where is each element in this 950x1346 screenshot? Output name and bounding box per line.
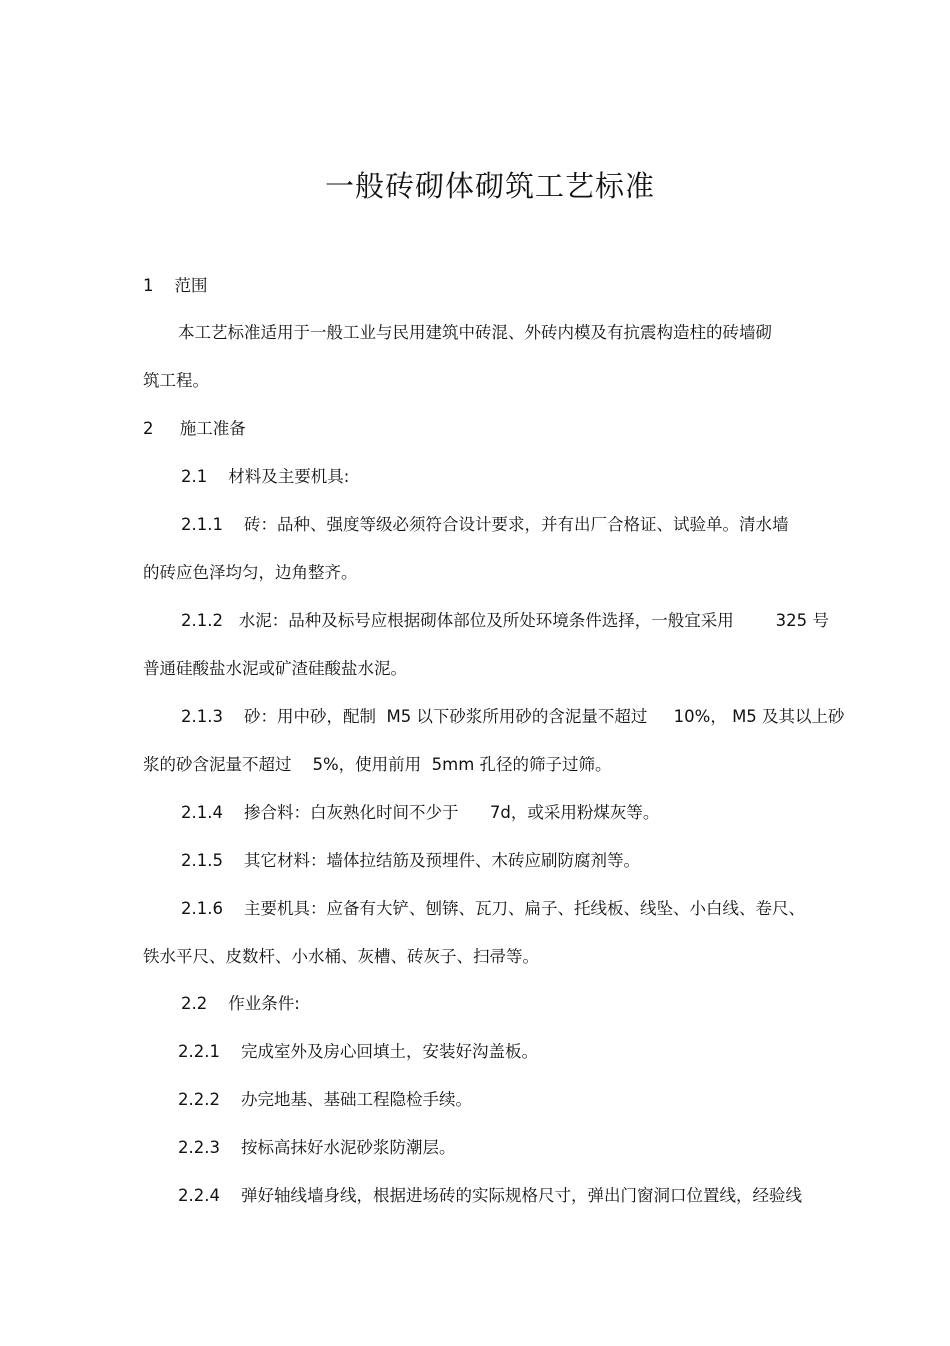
paragraph-line: 2.2.3 按标高抹好水泥砂浆防潮层。 [178,1138,456,1157]
section-heading-preparation: 2 施工准备 [143,419,246,438]
paragraph-line: 2.1.6 主要机具：应备有大铲、刨锛、瓦刀、扁子、托线板、线坠、小白线、卷尺、 [181,899,805,918]
document-title: 一般砖砌体砌筑工艺标准 [324,169,655,203]
paragraph-line: 2.1.5 其它材料：墙体拉结筋及预埋件、木砖应刷防腐剂等。 [181,851,640,870]
paragraph-line: 2.1.4 掺合料：白灰熟化时间不少于 7d，或采用粉煤灰等。 [181,803,660,822]
paragraph-line: 筑工程。 [143,371,209,390]
paragraph-line: 的砖应色泽均匀，边角整齐。 [143,563,358,582]
paragraph-line: 普通硅酸盐水泥或矿渣硅酸盐水泥。 [143,659,407,678]
subsection-heading: 2.1 材料及主要机具: [181,467,350,486]
paragraph-line: 2.1.3 砂：用中砂，配制 M5 以下砂浆所用砂的含泥量不超过 10%， M5 及其以上砂 [181,707,845,726]
section-heading-scope: 1 范围 [143,276,208,295]
paragraph-line: 铁水平尺、皮数杆、小水桶、灰槽、砖灰子、扫帚等。 [143,947,539,966]
subsection-heading: 2.2 作业条件: [181,994,300,1013]
paragraph-line: 2.2.2 办完地基、基础工程隐检手续。 [178,1090,472,1109]
paragraph-line: 2.2.1 完成室外及房心回填土，安装好沟盖板。 [178,1042,538,1061]
paragraph-line: 本工艺标准适用于一般工业与民用建筑中砖混、外砖内模及有抗震构造柱的砖墙砌 [178,323,772,342]
paragraph-line: 2.1.1 砖：品种、强度等级必须符合设计要求，并有出厂合格证、试验单。清水墙 [181,515,789,534]
paragraph-line: 2.2.4 弹好轴线墙身线，根据进场砖的实际规格尺寸，弹出门窗洞口位置线，经验线 [178,1186,802,1205]
paragraph-line: 浆的砂含泥量不超过 5%，使用前用 5mm 孔径的筛子过筛。 [143,755,612,774]
paragraph-line: 2.1.2 水泥：品种及标号应根据砌体部位及所处环境条件选择，一般宜采用 325 号 [181,611,829,630]
